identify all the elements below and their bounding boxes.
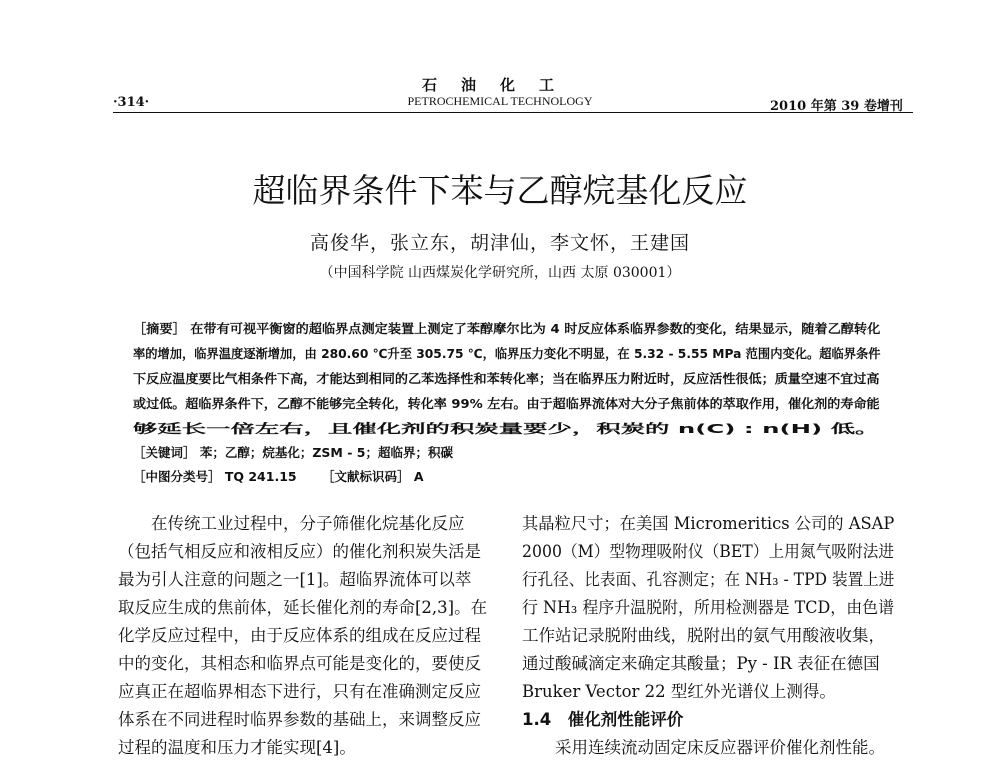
journal-name-cn: 石油化工 <box>421 76 578 94</box>
section-heading: 1.4 催化剂性能评价 <box>522 710 684 729</box>
body-line: Bruker Vector 22 型红外光谱仪上测得。 <box>522 682 836 701</box>
affiliation: （中国科学院 山西煤炭化学研究所，山西 太原 030001） <box>319 265 681 281</box>
body-line: 过程的温度和压力才能实现[4]。 <box>118 738 356 757</box>
body-line: 通过酸碱滴定来确定其酸量；Py - IR 表征在德国 <box>522 654 880 673</box>
body-line: 工作站记录脱附曲线，脱附出的氨气用酸液收集， <box>522 626 885 645</box>
body-line: 中的变化，其相态和临界点可能是变化的，要使反 <box>118 654 481 673</box>
keywords: ［关键词］ 苯；乙醇；烷基化；ZSM - 5；超临界；积碳 <box>133 445 453 460</box>
body-line: 在传统工业过程中，分子筛催化烷基化反应 <box>118 514 465 533</box>
header-rule <box>113 112 913 113</box>
body-line: 化学反应过程中，由于反应体系的组成在反应过程 <box>118 626 481 645</box>
body-line: 其晶粒尺寸；在美国 Micromeritics 公司的 ASAP <box>522 514 895 533</box>
body-line: 体系在不同进程时临界参数的基础上，来调整反应 <box>118 710 481 729</box>
body-line: 行 NH₃ 程序升温脱附，所用检测器是 TCD，由色谱 <box>522 598 895 617</box>
right-column <box>522 510 916 760</box>
body-line: 采用连续流动固定床反应器评价催化剂性能。 <box>522 738 885 757</box>
body-line: 2000（M）型物理吸附仪（BET）上用氮气吸附法进 <box>522 542 895 561</box>
body-line: （包括气相反应和液相反应）的催化剂积炭失活是 <box>118 542 481 561</box>
body-line: 应真正在超临界相态下进行，只有在准确测定反应 <box>118 682 481 701</box>
abstract-line: 或过低。超临界条件下，乙醇不能够完全转化，转化率 99% 左右。由于超临界流体对大分子焦前体的萃取作用，催化剂的寿命能 <box>133 396 880 411</box>
abstract-line: 率的增加，临界温度逐渐增加，由 280.60 ℃升至 305.75 ℃，临界压力变化不明显，在 5.32 - 5.55 MPa 范围内变化。超临界条件 <box>133 346 881 361</box>
paper-title: 超临界条件下苯与乙醇烷基化反应 <box>252 171 748 210</box>
abstract-line: ［摘要］ 在带有可视平衡窗的超临界点测定装置上测定了苯醇摩尔比为 4 时反应体系临界参数的变化，结果显示，随着乙醇转化 <box>133 321 881 336</box>
document-code: ［文献标识码］ A <box>322 469 424 484</box>
abstract-line: 够延长一倍左右，且催化剂的积炭量要少，积炭的 n(C) : n(H) 低。 <box>133 421 880 436</box>
classification-number: ［中图分类号］ TQ 241.15 <box>133 469 297 484</box>
abstract-line: 下反应温度要比气相条件下高，才能达到相同的乙苯选择性和苯转化率；当在临界压力附近时，反应活性很低；质量空速不宜过高 <box>133 371 880 386</box>
body-line: 取反应生成的焦前体，延长催化剂的寿命[2,3]。在 <box>118 598 488 617</box>
page-number: ·314· <box>113 95 150 110</box>
left-column <box>118 510 487 760</box>
body-line: 行孔径、比表面、孔容测定；在 NH₃ - TPD 装置上进 <box>522 570 895 589</box>
journal-name-en: PETROCHEMICAL TECHNOLOGY <box>407 94 593 108</box>
body-line: 最为引人注意的问题之一[1]。超临界流体可以萃 <box>118 570 472 589</box>
authors: 高俊华，张立东，胡津仙，李文怀，王建国 <box>309 232 690 254</box>
issue-info: 2010 年第 39 卷增刊 <box>770 99 903 114</box>
